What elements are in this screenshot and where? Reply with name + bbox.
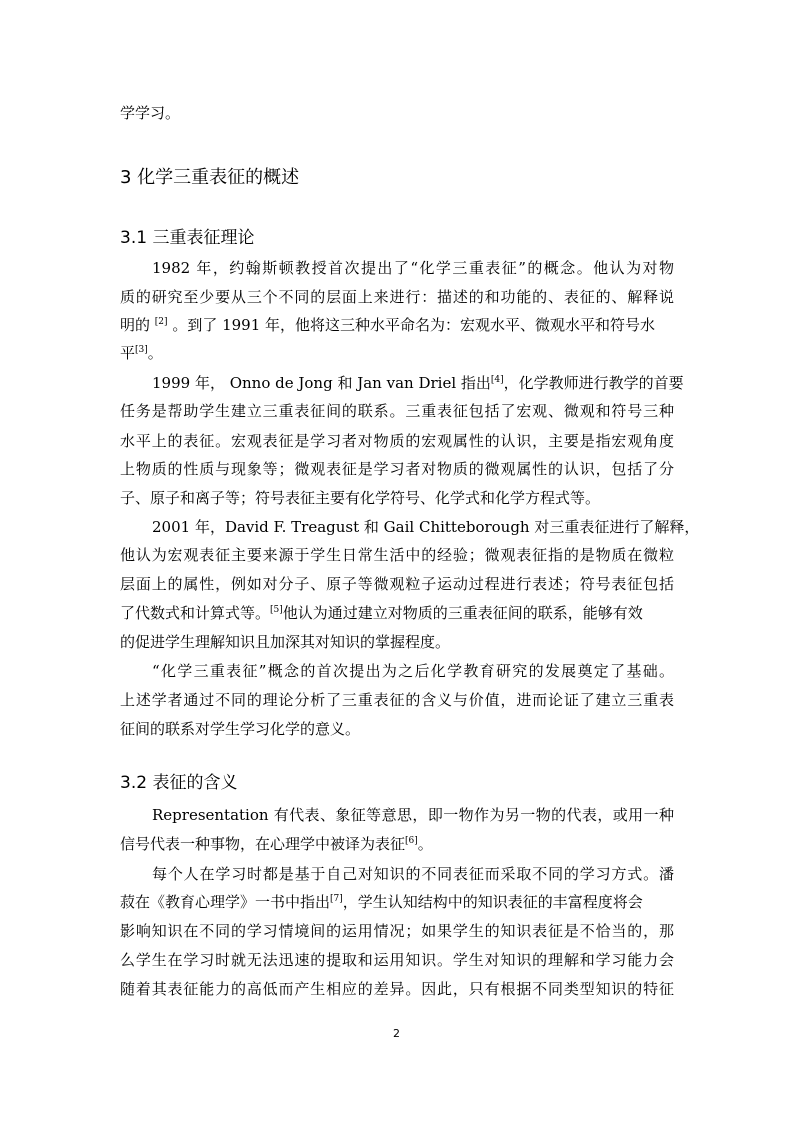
citation-ref: [7]: [330, 894, 343, 904]
paragraph-line: 征间的联系对学生学习化学的意义。: [120, 720, 361, 738]
paragraph-line: 上述学者通过不同的理论分析了三重表征的含义与价值，进而论证了建立三重表: [120, 691, 674, 709]
text-run: 他认为通过建立对物质的三重表征间的联系，能够有效: [282, 604, 643, 622]
text-run: 了代数式和计算式等。: [120, 604, 271, 622]
paragraph-line: [120, 834, 433, 854]
text-run: 。: [147, 344, 163, 362]
paragraph-line: 1982 年，约翰斯顿教授首次提出了“化学三重表征”的概念。他认为对物: [152, 259, 674, 277]
paragraph-line: [120, 892, 643, 912]
paragraph-line: 上物质的性质与现象等；微观表征是学习者对物质的微观属性的认识，包括了分: [120, 460, 674, 478]
text-run: 菽在《教育心理学》一书中指出: [120, 893, 331, 911]
paragraph-line: “化学三重表征”概念的首次提出为之后化学教育研究的发展奠定了基础。: [152, 662, 674, 680]
paragraph-line: 随着其表征能力的高低而产生相应的差异。因此，只有根据不同类型知识的特征: [120, 980, 674, 998]
text-run: 1999 年， Onno de Jong 和 Jan van Driel 指出: [152, 374, 491, 392]
text-run: ，化学教师进行教学的首要: [503, 374, 684, 392]
paragraph-line: [120, 603, 643, 623]
citation-ref: [5]: [270, 605, 283, 615]
paragraph-line: 的促进学生理解知识且加深其对知识的掌握程度。: [120, 633, 451, 651]
paragraph-line: [120, 343, 163, 363]
text-run: 。: [417, 835, 433, 853]
page-number: 2: [393, 1027, 400, 1040]
paragraph-line: 么学生在学习时就无法迅速的提取和运用知识。学生对知识的理解和学习能力会: [120, 951, 674, 969]
paragraph-line: 影响知识在不同的学习情境间的运用情况；如果学生的知识表征是不恰当的，那: [120, 922, 674, 940]
citation-ref: [6]: [405, 836, 418, 846]
paragraph-line: [152, 373, 684, 393]
paragraph-line: [120, 315, 655, 335]
section-heading-3: 3 化学三重表征的概述: [120, 167, 300, 188]
text-run: ，学生认知结构中的知识表征的丰富程度将会: [342, 893, 643, 911]
continuation-line: 学学习。: [120, 104, 181, 122]
paragraph-line: 2001 年，David F. Treagust 和 Gail Chitteborough 对三重表征进行了解释，: [152, 518, 700, 536]
paragraph-line: 任务是帮助学生建立三重表征间的联系。三重表征包括了宏观、微观和符号三种: [120, 402, 674, 420]
subsection-heading-3-2: 3.2 表征的含义: [120, 773, 238, 793]
text-run: 平: [120, 344, 136, 362]
citation-ref: [2]: [154, 317, 168, 327]
citation-ref: [4]: [490, 375, 504, 385]
text-run: 信号代表一种事物，在心理学中被译为表征: [120, 835, 406, 853]
paragraph-line: 质的研究至少要从三个不同的层面上来进行：描述的和功能的、表征的、解释说: [120, 288, 674, 306]
paragraph-line: 他认为宏观表征主要来源于学生日常生活中的经验；微观表征指的是物质在微粒: [120, 546, 674, 564]
paragraph-line: 每个人在学习时都是基于自己对知识的不同表征而采取不同的学习方式。潘: [152, 865, 674, 883]
subsection-heading-3-1: 3.1 三重表征理论: [120, 228, 255, 248]
paragraph-line: Representation 有代表、象征等意思，即一物作为另一物的代表，或用一种: [152, 806, 674, 824]
paragraph-line: 层面上的属性，例如对分子、原子等微观粒子运动过程进行表述；符号表征包括: [120, 575, 674, 593]
text-run: 明的: [120, 316, 151, 334]
text-run: 。到了 1991 年，他将这三种水平命名为：宏观水平、微观水平和符号水: [172, 316, 656, 334]
paragraph-line: 子、原子和离子等；符号表征主要有化学符号、化学式和化学方程式等。: [120, 489, 601, 507]
paragraph-line: 水平上的表征。宏观表征是学习者对物质的宏观属性的认识，主要是指宏观角度: [120, 432, 674, 450]
citation-ref: [3]: [135, 345, 148, 355]
